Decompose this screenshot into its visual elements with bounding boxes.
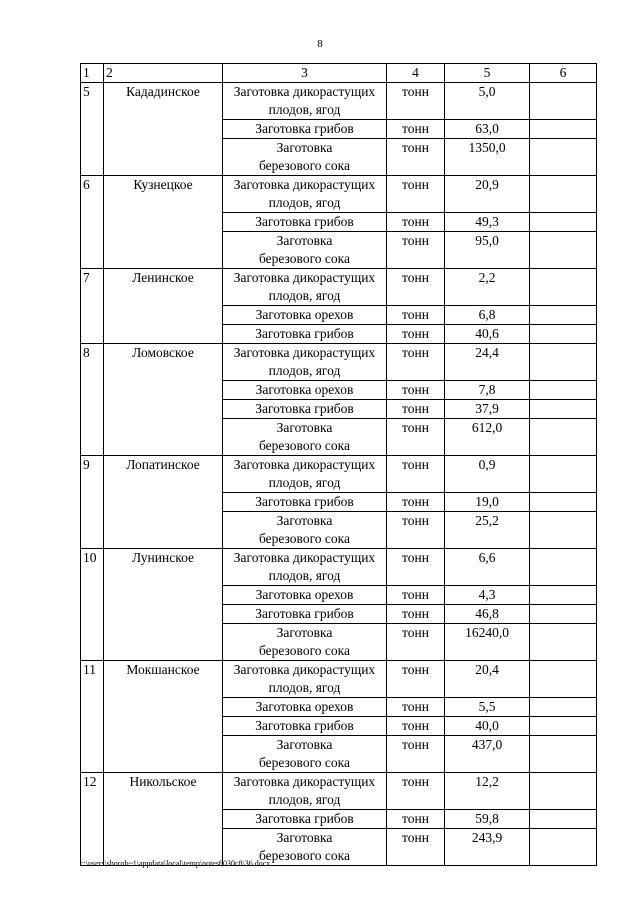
- empty-cell: [530, 232, 597, 269]
- unit-cell: тонн: [387, 829, 445, 866]
- table-row: [81, 83, 597, 120]
- header-cell: 3: [223, 64, 387, 83]
- row-number: 5: [81, 83, 104, 176]
- unit-cell: тонн: [387, 810, 445, 829]
- settlement-name: Лопатинское: [104, 456, 223, 549]
- value-cell: 6,6: [445, 549, 530, 586]
- activity-cell: [223, 400, 387, 419]
- empty-cell: [530, 624, 597, 661]
- activity-line: березового сока: [258, 251, 351, 266]
- activity-line: Заготовка грибов: [255, 401, 354, 416]
- activity-line: плодов, ягод: [268, 102, 341, 117]
- unit-cell: тонн: [387, 269, 445, 306]
- activity-line: Заготовка: [276, 737, 333, 752]
- empty-cell: [530, 829, 597, 866]
- row-number: 9: [81, 456, 104, 549]
- page-number: 8: [317, 38, 323, 50]
- empty-cell: [530, 419, 597, 456]
- value-cell: 612,0: [445, 419, 530, 456]
- activity-line: Заготовка грибов: [255, 606, 354, 621]
- value-cell: 437,0: [445, 736, 530, 773]
- activity-line: Заготовка грибов: [255, 811, 354, 826]
- activity-line: Заготовка: [276, 140, 333, 155]
- row-number: 6: [81, 176, 104, 269]
- unit-cell: тонн: [387, 773, 445, 810]
- unit-cell: тонн: [387, 400, 445, 419]
- activity-line: березового сока: [258, 643, 351, 658]
- activity-cell: [223, 325, 387, 344]
- value-cell: 243,9: [445, 829, 530, 866]
- activity-line: Заготовка: [276, 830, 333, 845]
- activity-cell: [223, 493, 387, 512]
- activity-line: Заготовка орехов: [255, 307, 354, 322]
- activity-line: Заготовка дикорастущих: [233, 774, 376, 789]
- activity-cell: [223, 306, 387, 325]
- activity-line: Заготовка: [276, 420, 333, 435]
- empty-cell: [530, 456, 597, 493]
- unit-cell: тонн: [387, 698, 445, 717]
- table-row: [81, 661, 597, 698]
- empty-cell: [530, 381, 597, 400]
- activity-line: Заготовка дикорастущих: [233, 550, 376, 565]
- empty-cell: [530, 773, 597, 810]
- activity-line: Заготовка грибов: [255, 121, 354, 136]
- empty-cell: [530, 400, 597, 419]
- value-cell: 1350,0: [445, 139, 530, 176]
- unit-cell: тонн: [387, 512, 445, 549]
- settlement-name: Кузнецкое: [104, 176, 223, 269]
- empty-cell: [530, 83, 597, 120]
- unit-cell: тонн: [387, 419, 445, 456]
- unit-cell: тонн: [387, 549, 445, 586]
- activity-cell: [223, 176, 387, 213]
- settlement-name: Никольское: [104, 773, 223, 866]
- activity-cell: [223, 624, 387, 661]
- activity-line: плодов, ягод: [268, 792, 341, 807]
- activity-cell: [223, 549, 387, 586]
- activity-line: березового сока: [258, 848, 351, 863]
- row-number: 8: [81, 344, 104, 456]
- value-cell: 20,4: [445, 661, 530, 698]
- activity-line: плодов, ягод: [268, 363, 341, 378]
- activity-line: Заготовка дикорастущих: [233, 345, 376, 360]
- activity-cell: [223, 661, 387, 698]
- activity-cell: [223, 419, 387, 456]
- file-path-footer: c:\users\shorob~1\appdata\local\temp\notes6030c8\36.docx: [80, 859, 271, 868]
- activity-cell: [223, 381, 387, 400]
- activity-cell: [223, 456, 387, 493]
- activity-cell: [223, 512, 387, 549]
- activity-cell: [223, 344, 387, 381]
- activity-cell: [223, 586, 387, 605]
- value-cell: 5,5: [445, 698, 530, 717]
- unit-cell: тонн: [387, 456, 445, 493]
- table-row: [81, 269, 597, 306]
- activity-line: Заготовка дикорастущих: [233, 177, 376, 192]
- activity-line: Заготовка орехов: [255, 382, 354, 397]
- table-row: [81, 176, 597, 213]
- activity-line: Заготовка: [276, 513, 333, 528]
- unit-cell: тонн: [387, 344, 445, 381]
- activity-line: березового сока: [258, 755, 351, 770]
- activity-cell: [223, 605, 387, 624]
- activity-line: Заготовка: [276, 625, 333, 640]
- activity-line: Заготовка: [276, 233, 333, 248]
- activity-cell: [223, 810, 387, 829]
- activity-line: Заготовка дикорастущих: [233, 457, 376, 472]
- empty-cell: [530, 139, 597, 176]
- activity-cell: [223, 120, 387, 139]
- header-cell: 2: [104, 64, 223, 83]
- table-row: [81, 549, 597, 586]
- activity-cell: [223, 213, 387, 232]
- activity-line: березового сока: [258, 531, 351, 546]
- unit-cell: тонн: [387, 586, 445, 605]
- empty-cell: [530, 736, 597, 773]
- activity-line: плодов, ягод: [268, 288, 341, 303]
- empty-cell: [530, 661, 597, 698]
- activity-line: Заготовка дикорастущих: [233, 270, 376, 285]
- header-cell: 5: [445, 64, 530, 83]
- unit-cell: тонн: [387, 306, 445, 325]
- table-body: [81, 64, 597, 866]
- unit-cell: тонн: [387, 139, 445, 176]
- value-cell: 95,0: [445, 232, 530, 269]
- activity-cell: [223, 83, 387, 120]
- unit-cell: тонн: [387, 605, 445, 624]
- unit-cell: тонн: [387, 493, 445, 512]
- header-cell: 1: [81, 64, 104, 83]
- value-cell: 19,0: [445, 493, 530, 512]
- activity-cell: [223, 773, 387, 810]
- row-number: 11: [81, 661, 104, 773]
- activity-line: Заготовка орехов: [255, 587, 354, 602]
- activity-line: плодов, ягод: [268, 680, 341, 695]
- activity-line: плодов, ягод: [268, 195, 341, 210]
- activity-line: Заготовка грибов: [255, 718, 354, 733]
- unit-cell: тонн: [387, 717, 445, 736]
- settlement-name: Лунинское: [104, 549, 223, 661]
- settlement-name: Кададинское: [104, 83, 223, 176]
- row-number: 10: [81, 549, 104, 661]
- value-cell: 2,2: [445, 269, 530, 306]
- header-row: [81, 64, 597, 83]
- table-row: [81, 456, 597, 493]
- value-cell: 40,6: [445, 325, 530, 344]
- row-number: 7: [81, 269, 104, 344]
- unit-cell: тонн: [387, 213, 445, 232]
- activity-cell: [223, 717, 387, 736]
- value-cell: 25,2: [445, 512, 530, 549]
- table-row: [81, 773, 597, 810]
- activity-line: Заготовка грибов: [255, 494, 354, 509]
- empty-cell: [530, 306, 597, 325]
- data-table: [80, 63, 597, 866]
- empty-cell: [530, 269, 597, 306]
- empty-cell: [530, 717, 597, 736]
- value-cell: 12,2: [445, 773, 530, 810]
- value-cell: 24,4: [445, 344, 530, 381]
- unit-cell: тонн: [387, 661, 445, 698]
- unit-cell: тонн: [387, 232, 445, 269]
- settlement-name: Ломовское: [104, 344, 223, 456]
- header-cell: 4: [387, 64, 445, 83]
- activity-line: Заготовка грибов: [255, 326, 354, 341]
- value-cell: 46,8: [445, 605, 530, 624]
- activity-cell: [223, 139, 387, 176]
- value-cell: 16240,0: [445, 624, 530, 661]
- empty-cell: [530, 493, 597, 512]
- value-cell: 0,9: [445, 456, 530, 493]
- activity-line: Заготовка орехов: [255, 699, 354, 714]
- value-cell: 37,9: [445, 400, 530, 419]
- empty-cell: [530, 344, 597, 381]
- activity-line: плодов, ягод: [268, 568, 341, 583]
- value-cell: 4,3: [445, 586, 530, 605]
- activity-line: березового сока: [258, 158, 351, 173]
- activity-line: плодов, ягод: [268, 475, 341, 490]
- table-row: [81, 344, 597, 381]
- unit-cell: тонн: [387, 624, 445, 661]
- activity-cell: [223, 232, 387, 269]
- activity-line: Заготовка дикорастущих: [233, 84, 376, 99]
- value-cell: 63,0: [445, 120, 530, 139]
- value-cell: 6,8: [445, 306, 530, 325]
- empty-cell: [530, 605, 597, 624]
- settlement-name: Мокшанское: [104, 661, 223, 773]
- unit-cell: тонн: [387, 325, 445, 344]
- value-cell: 7,8: [445, 381, 530, 400]
- value-cell: 49,3: [445, 213, 530, 232]
- empty-cell: [530, 213, 597, 232]
- activity-line: Заготовка дикорастущих: [233, 662, 376, 677]
- empty-cell: [530, 325, 597, 344]
- value-cell: 59,8: [445, 810, 530, 829]
- row-number: 12: [81, 773, 104, 866]
- activity-cell: [223, 269, 387, 306]
- empty-cell: [530, 698, 597, 717]
- unit-cell: тонн: [387, 176, 445, 213]
- empty-cell: [530, 586, 597, 605]
- unit-cell: тонн: [387, 120, 445, 139]
- activity-cell: [223, 698, 387, 717]
- empty-cell: [530, 176, 597, 213]
- value-cell: 40,0: [445, 717, 530, 736]
- empty-cell: [530, 512, 597, 549]
- value-cell: 5,0: [445, 83, 530, 120]
- unit-cell: тонн: [387, 83, 445, 120]
- activity-line: Заготовка грибов: [255, 214, 354, 229]
- activity-line: березового сока: [258, 438, 351, 453]
- unit-cell: тонн: [387, 381, 445, 400]
- empty-cell: [530, 549, 597, 586]
- value-cell: 20,9: [445, 176, 530, 213]
- unit-cell: тонн: [387, 736, 445, 773]
- activity-cell: [223, 736, 387, 773]
- settlement-name: Ленинское: [104, 269, 223, 344]
- header-cell: 6: [530, 64, 597, 83]
- empty-cell: [530, 120, 597, 139]
- empty-cell: [530, 810, 597, 829]
